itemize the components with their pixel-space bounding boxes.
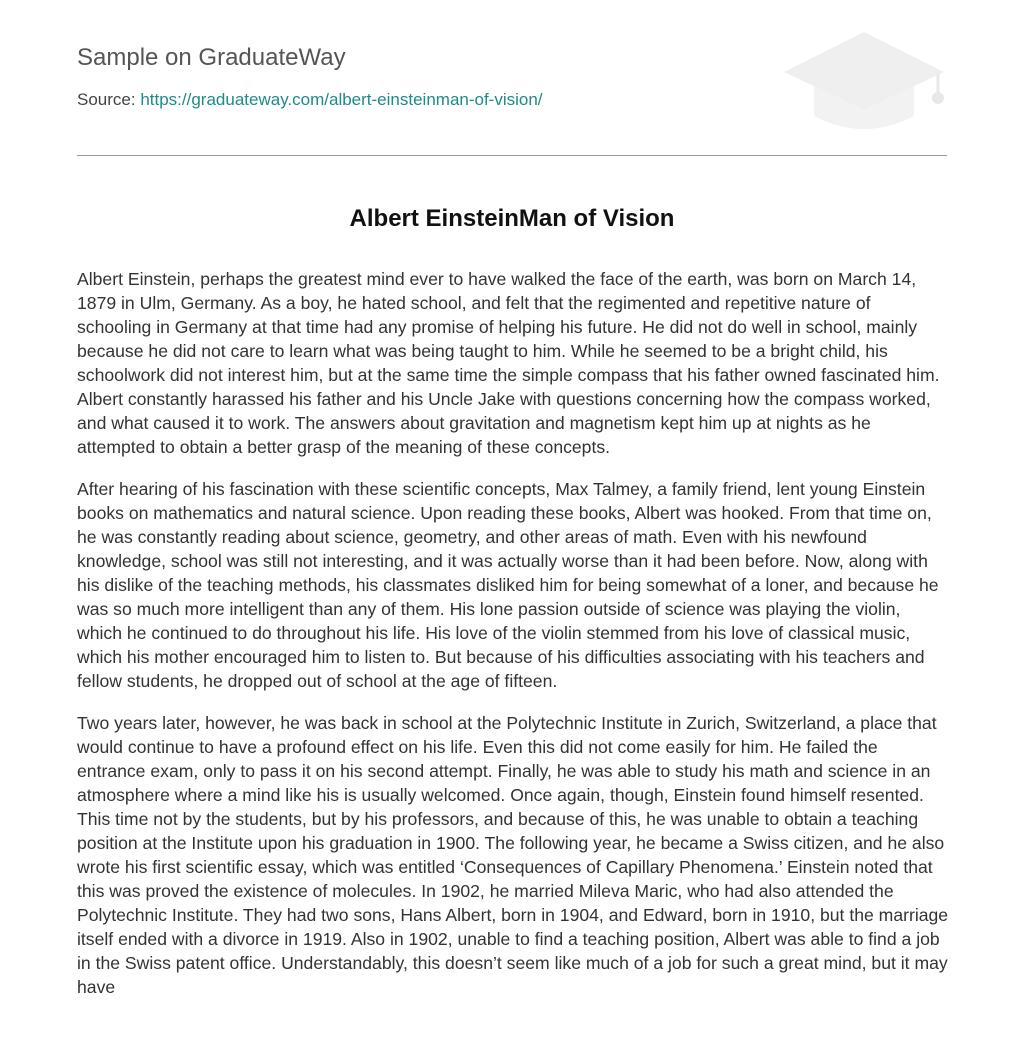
graduation-cap-icon <box>780 30 948 134</box>
document-title: Albert EinsteinMan of Vision <box>349 205 675 232</box>
source-link[interactable]: https://graduateway.com/albert-einsteinman-of-vision/ <box>140 90 543 109</box>
source-label: Source: <box>77 90 136 109</box>
paragraph-1: Albert Einstein, perhaps the greatest mind ever to have walked the face of the earth, was born on March 14, 1879 in Ulm, Germany. As a boy, he hated school, and felt that the regimented and repetitive nature of schooling in Germany at that time had any promise of helping his future. He did not do well in school, mainly because he did not care to learn what was being taught to him. While he seemed to be a bright child, his schoolwork did not interest him, but at the same time the simple compass that his father owned fascinated him. Albert constantly harassed his father and his Uncle Jake with questions concerning how the compass worked, and what caused it to work. The answers about gravitation and magnetism kept him up at nights as he attempted to obtain a better grasp of the meaning of these concepts. <box>77 269 940 457</box>
paragraph-2: After hearing of his fascination with these scientific concepts, Max Talmey, a family friend, lent young Einstein books on mathematics and natural science. Upon reading these books, Albert was hooked. From that time on, he was constantly reading about science, geometry, and other areas of math. Even with his newfound knowledge, school was still not interesting, and it was actually worse than it had been before. Now, along with his dislike of the teaching methods, his classmates disliked him for being somewhat of a loner, and because he was so much more intelligent than any of them. His lone passion outside of science was playing the violin, which he continued to do throughout his life. His love of the violin stemmed from his love of classical music, which his mother encouraged him to listen to. But because of his difficulties associating with his teachers and fellow students, he dropped out of school at the age of fifteen. <box>77 479 939 691</box>
site-title: Sample on GraduateWay <box>77 44 346 71</box>
paragraph-3: Two years later, however, he was back in school at the Polytechnic Institute in Zurich, Switzerland, a place that would continue to have a profound effect on his life. Even this did not come easily for him. He failed the entrance exam, only to pass it on his second attempt. Finally, he was able to study his math and science in an atmosphere where a mind like his is usually welcomed. Once again, though, Einstein found himself resented. This time not by the students, but by his professors, and because of this, he was unable to obtain a teaching position at the Institute upon his graduation in 1900. The following year, he became a Swiss citizen, and he also wrote his first scientific essay, which was entitled ‘Consequences of Capillary Phenomena.’ Einstein noted that this was proved the existence of molecules. In 1902, he married Mileva Maric, who had also attended the Polytechnic Institute. They had two sons, Hans Albert, born in 1904, and Edward, born in 1910, but the marriage itself ended with a divorce in 1919. Also in 1902, unable to find a teaching position, Albert was able to find a job in the Swiss patent office. Understandably, this doesn’t seem like much of a job for such a great mind, but it may have <box>77 713 949 997</box>
document-body <box>77 267 949 1017</box>
source-line <box>77 90 543 110</box>
header-divider <box>77 155 947 156</box>
page-header <box>77 0 947 156</box>
